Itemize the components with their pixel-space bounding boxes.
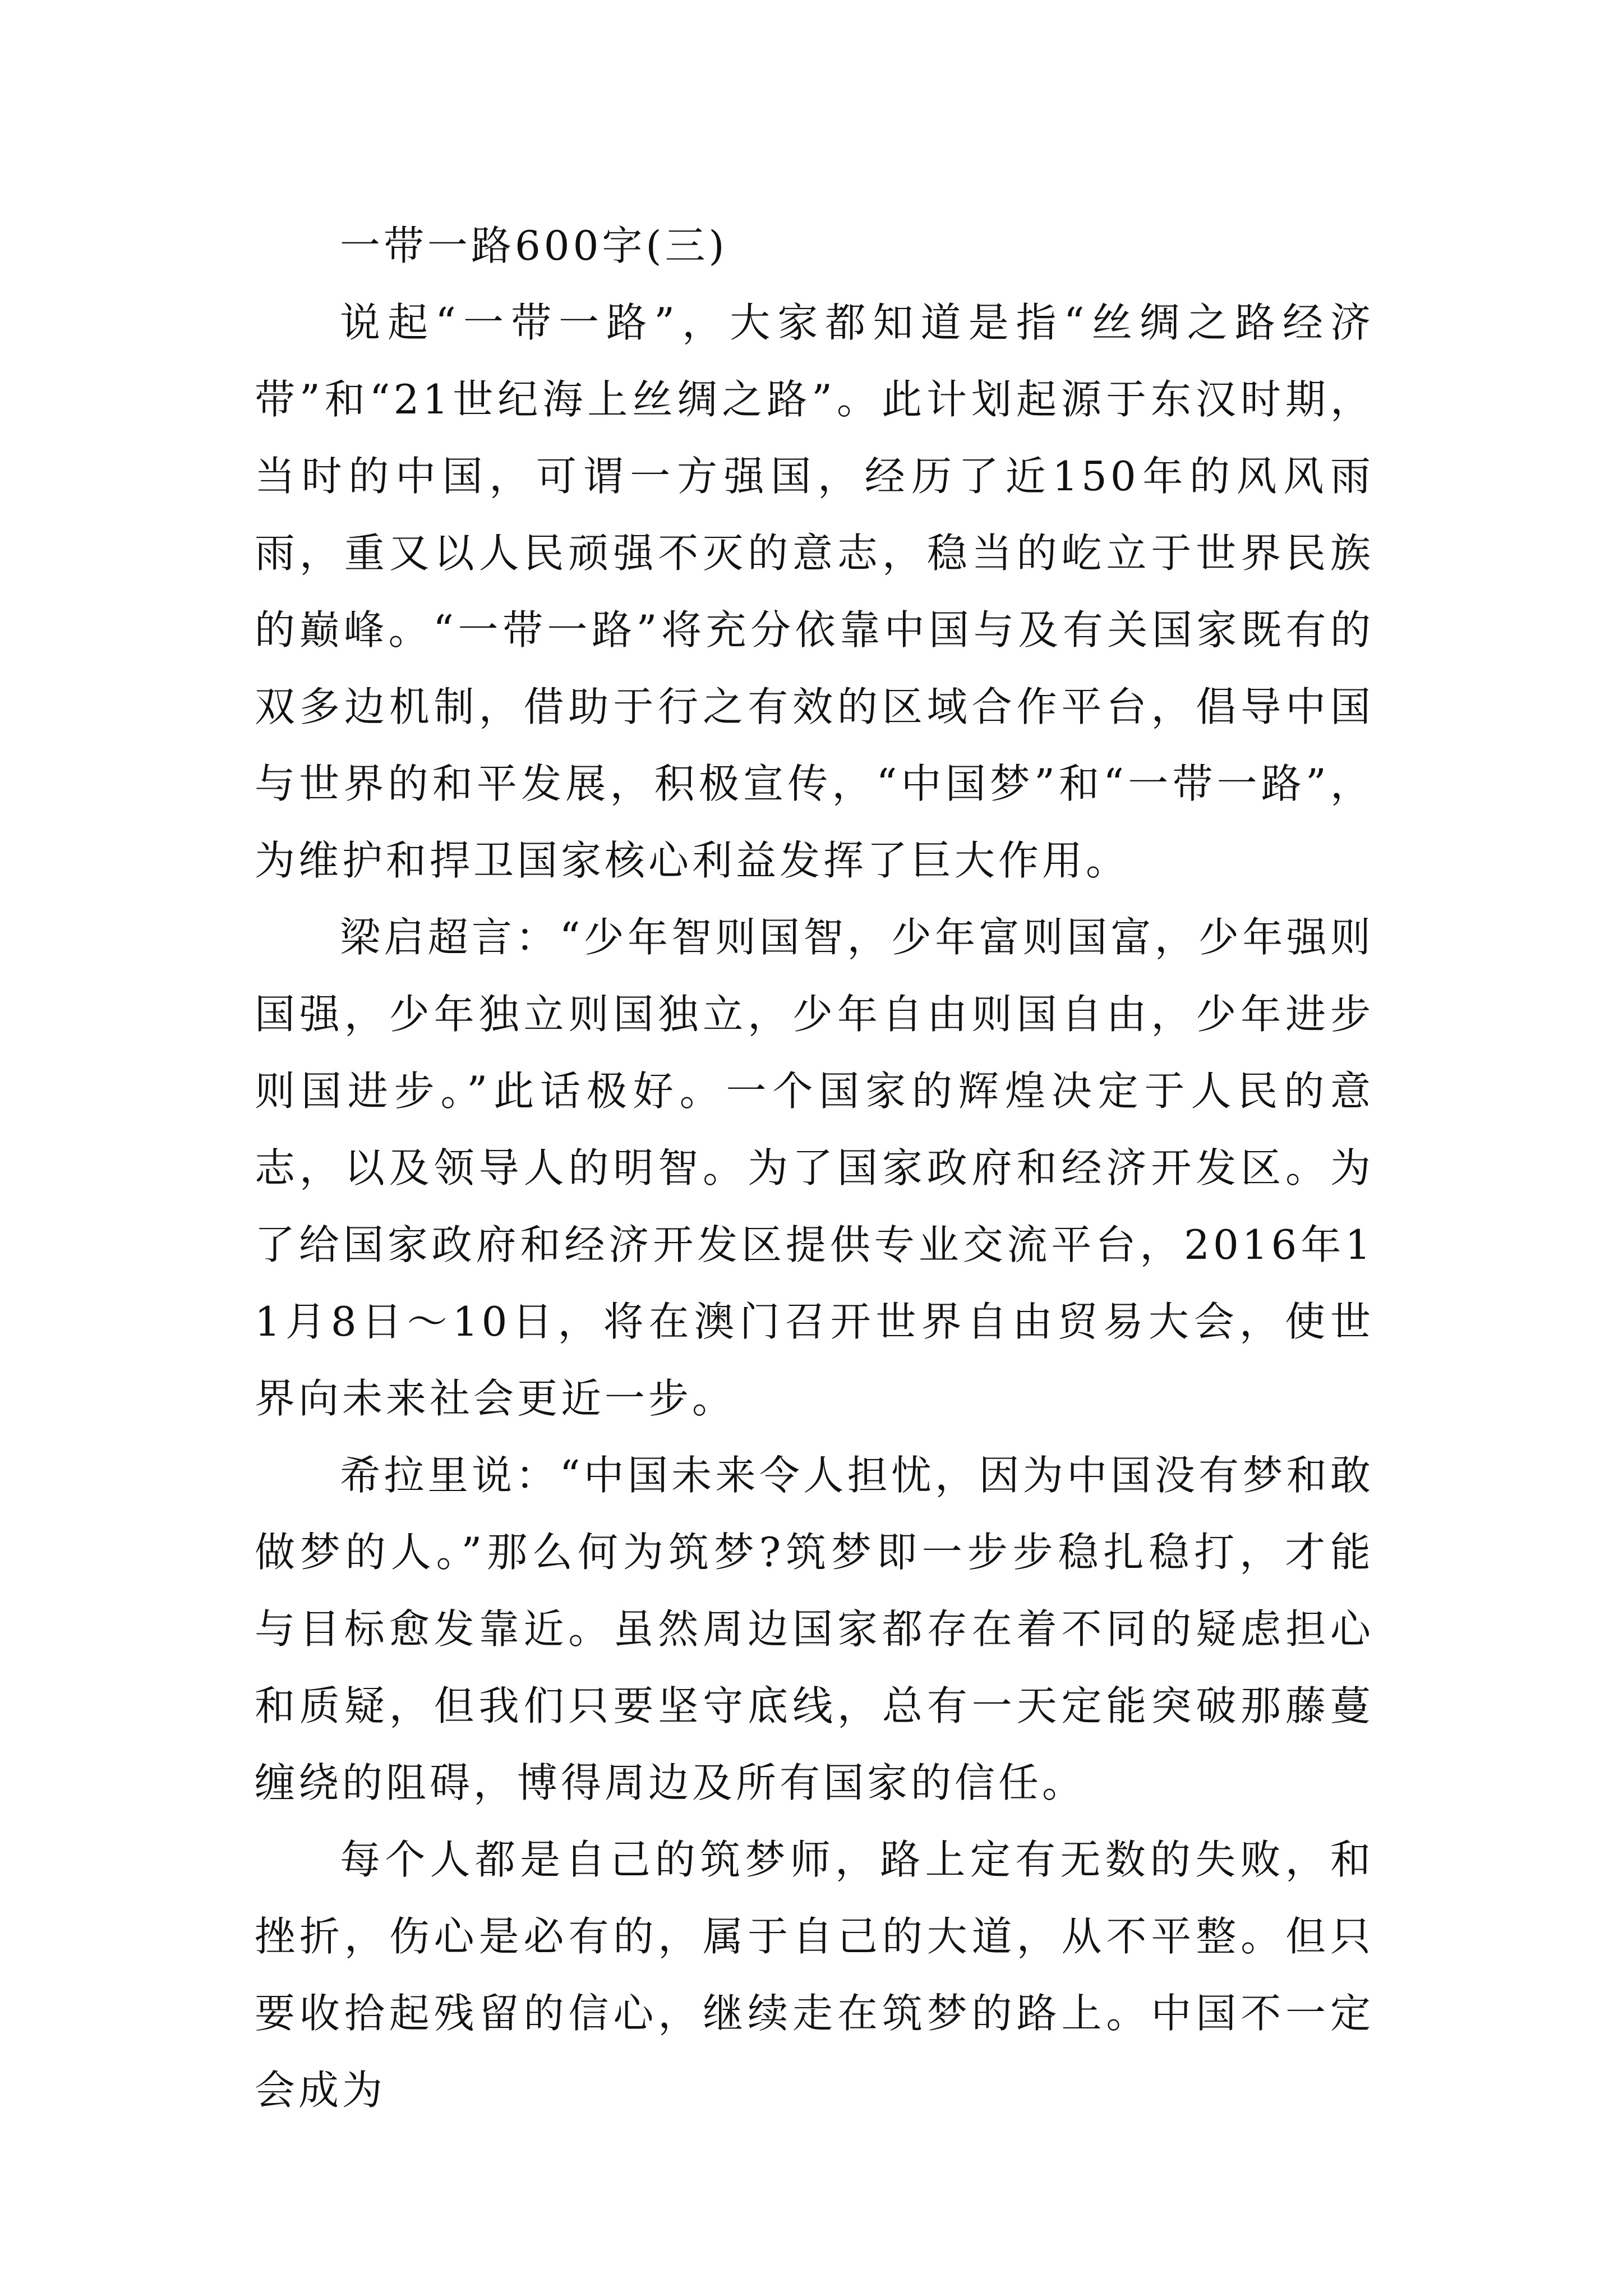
paragraph-4: 每个人都是自己的筑梦师，路上定有无数的失败，和挫折，伤心是必有的，属于自己的大道，从不平整。但只要收拾起残留的信心，继续走在筑梦的路上。中国不一定会成为 — [255, 1836, 1374, 2114]
document-title: 一带一路600字(三) — [340, 222, 728, 269]
document-body — [255, 208, 1374, 2129]
paragraph-1: 说起“一带一路”，大家都知道是指“丝绸之路经济带”和“21世纪海上丝绸之路”。此计划起源于东汉时期，当时的中国，可谓一方强国，经历了近150年的风风雨雨，重又以人民顽强不灭的意志，稳当的屹立于世界民族的巅峰。“一带一路”将充分依靠中国与及有关国家既有的双多边机制，借助于行之有效的区域合作平台，倡导中国与世界的和平发展，积极宣传，“中国梦”和“一带一路”，为维护和捍卫国家核心利益发挥了巨大作用。 — [255, 299, 1374, 884]
paragraph-3: 希拉里说：“中国未来令人担忧，因为中国没有梦和敢做梦的人。”那么何为筑梦?筑梦即一步步稳扎稳打，才能与目标愈发靠近。虽然周边国家都存在着不同的疑虑担心和质疑，但我们只要坚守底线，总有一天定能突破那藤蔓缠绕的阻碍，博得周边及所有国家的信任。 — [255, 1452, 1374, 1806]
paragraph-2: 梁启超言：“少年智则国智，少年富则国富，少年强则国强，少年独立则国独立，少年自由则国自由，少年进步则国进步。”此话极好。一个国家的辉煌决定于人民的意志，以及领导人的明智。为了国家政府和经济开发区。为了给国家政府和经济开发区提供专业交流平台，2016年11月8日～10日，将在澳门召开世界自由贸易大会，使世界向未来社会更近一步。 — [255, 914, 1374, 1422]
